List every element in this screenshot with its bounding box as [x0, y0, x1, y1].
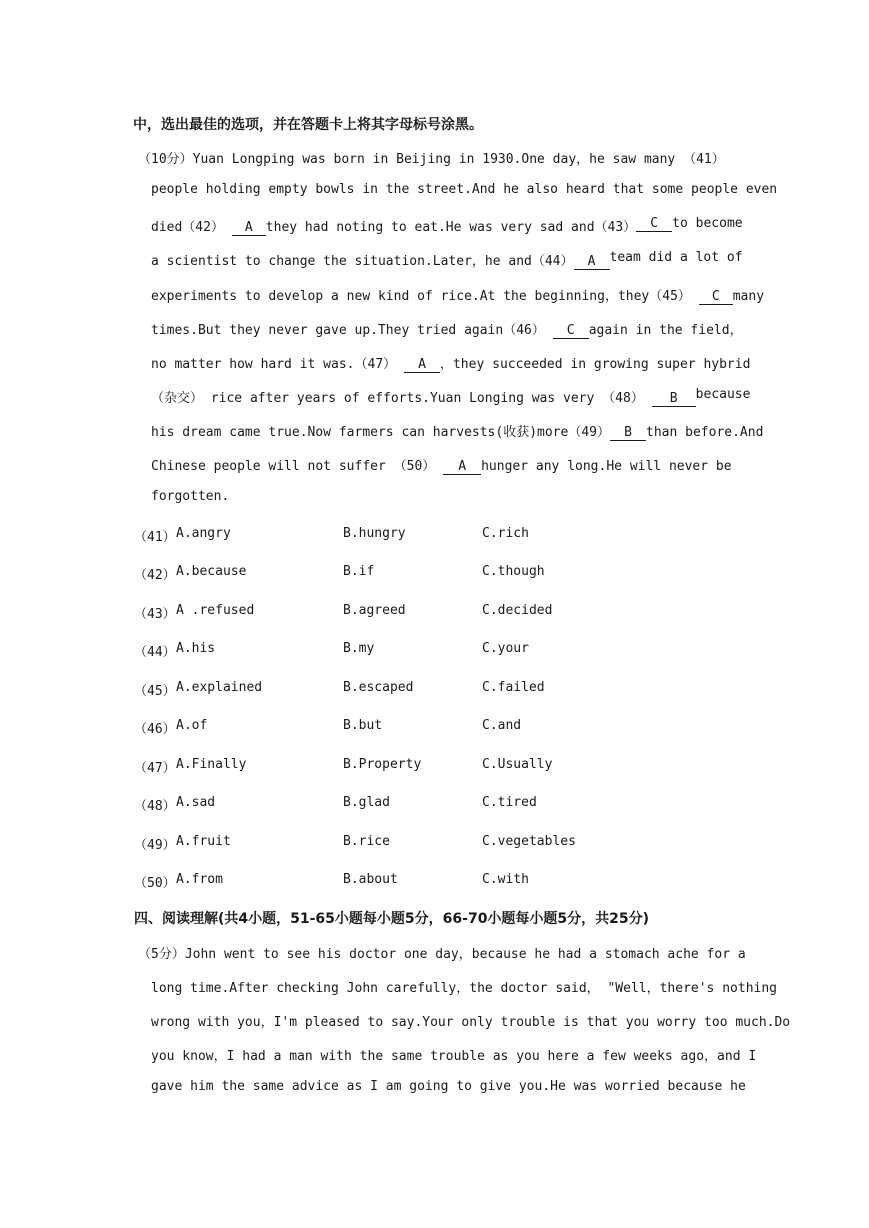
question-number: （43） — [134, 607, 176, 622]
option-a: A.sad — [176, 795, 216, 810]
question-number: （47） — [134, 761, 176, 776]
option-c: C.failed — [482, 680, 545, 695]
option-c: C.and — [482, 718, 522, 733]
passage-text: died（42） — [151, 220, 224, 235]
option-a: A.Finally — [176, 757, 247, 772]
passage-text: again in the field， — [588, 323, 743, 338]
passage-line-5: gave him the same advice as I am going to give you.He was worried because he — [151, 1079, 746, 1094]
option-row — [134, 603, 634, 621]
option-row — [134, 872, 634, 890]
option-c: C.with — [482, 872, 529, 887]
answer-blank-42: A — [232, 221, 266, 236]
answer-blank-45: C — [699, 290, 733, 305]
passage-text: ，they succeeded in growing super hybrid — [439, 357, 751, 372]
option-c: C.rich — [482, 526, 529, 541]
passage-line-2: people holding empty bowls in the street.And he also heard that some people even — [151, 182, 778, 197]
passage-line-8 — [151, 387, 751, 407]
answer-blank-46: C — [553, 324, 589, 339]
option-a: A.explained — [176, 680, 263, 695]
option-c: C.decided — [482, 603, 553, 618]
passage-line-3 — [151, 216, 743, 236]
passage-line-11: forgotten. — [151, 489, 230, 504]
option-row — [134, 834, 634, 852]
option-a: A .refused — [176, 603, 255, 618]
option-b: B.but — [343, 718, 383, 733]
answer-blank-47: A — [404, 358, 440, 373]
question-number: （44） — [134, 645, 176, 660]
question-number: （49） — [134, 838, 176, 853]
option-row — [134, 564, 634, 582]
question-number: （41） — [134, 530, 176, 545]
answer-blank-49: B — [610, 426, 646, 441]
option-b: B.Property — [343, 757, 422, 772]
option-c: C.Usually — [482, 757, 553, 772]
passage-line-10 — [151, 455, 737, 475]
passage-text: because — [695, 387, 751, 402]
option-row — [134, 526, 634, 544]
passage-text: they had noting to eat.He was very sad and（43） — [265, 220, 637, 235]
passage-text: times.But they never gave up.They tried again（46） — [151, 323, 545, 338]
passage-line-5 — [151, 285, 765, 305]
option-row — [134, 757, 634, 775]
answer-blank-50: A — [443, 460, 481, 475]
option-c: C.tired — [482, 795, 537, 810]
question-number: （42） — [134, 568, 176, 583]
option-b: B.agreed — [343, 603, 406, 618]
passage-text: （10分）Yuan Longping was born in Beijing in 1930.One day，he saw many （41） — [138, 152, 725, 167]
question-number: （48） — [134, 799, 176, 814]
option-b: B.glad — [343, 795, 390, 810]
question-number: （50） — [134, 876, 176, 891]
passage-text: no matter how hard it was.（47） — [151, 357, 397, 372]
answer-blank-48: B — [652, 392, 696, 407]
option-c: C.though — [482, 564, 545, 579]
passage-text: many — [732, 289, 765, 304]
option-row — [134, 718, 634, 736]
passage-text: a scientist to change the situation.Later，he and（44） — [151, 254, 574, 269]
option-b: B.hungry — [343, 526, 406, 541]
passage-text: to become — [672, 216, 743, 231]
passage-text: （杂交） rice after years of efforts.Yuan Longing was very （48） — [151, 391, 644, 406]
passage-line-1: （5分）John went to see his doctor one day，because he had a stomach ache for a — [138, 947, 746, 962]
passage-line-9 — [151, 421, 764, 441]
passage-text: hunger any long.He will never be — [481, 459, 732, 474]
answer-blank-43: C — [636, 217, 672, 232]
option-a: A.of — [176, 718, 208, 733]
option-row — [134, 680, 634, 698]
passage-line-6 — [151, 319, 743, 339]
option-c: C.vegetables — [482, 834, 576, 849]
option-a: A.because — [176, 564, 247, 579]
option-row — [134, 641, 634, 659]
option-row — [134, 795, 634, 813]
passage-text: Chinese people will not suffer （50） — [151, 459, 436, 474]
passage-text: team did a lot of — [609, 250, 743, 265]
passage-text: than before.And — [646, 425, 764, 440]
answer-blank-44: A — [574, 255, 610, 270]
question-number: （45） — [134, 684, 176, 699]
passage-text: his dream came true.Now farmers can harvests(收获)more（49） — [151, 425, 610, 440]
option-a: A.fruit — [176, 834, 231, 849]
section-instruction: 中，选出最佳的选项，并在答题卡上将其字母标号涂黑。 — [133, 117, 483, 133]
passage-line-2: long time.After checking John carefully，the doctor said， "Well，there's nothing — [151, 981, 777, 996]
passage-line-7 — [151, 353, 751, 373]
passage-line-4 — [151, 250, 743, 270]
option-b: B.about — [343, 872, 398, 887]
passage-line-3: wrong with you，I'm pleased to say.Your only trouble is that you worry too much.Do — [151, 1015, 791, 1030]
passage-line-4: you know，I had a man with the same trouble as you here a few weeks ago，and I — [151, 1049, 757, 1064]
option-a: A.angry — [176, 526, 231, 541]
option-c: C.your — [482, 641, 529, 656]
option-b: B.escaped — [343, 680, 414, 695]
passage-line-1 — [138, 148, 725, 167]
option-a: A.from — [176, 872, 223, 887]
option-b: B.rice — [343, 834, 390, 849]
option-a: A.his — [176, 641, 216, 656]
section-heading: 四、阅读理解(共4小题，51-65小题每小题5分，66-70小题每小题5分，共25分) — [134, 911, 650, 927]
question-number: （46） — [134, 722, 176, 737]
option-b: B.my — [343, 641, 375, 656]
passage-text: experiments to develop a new kind of rice.At the beginning，they（45） — [151, 289, 691, 304]
option-b: B.if — [343, 564, 375, 579]
